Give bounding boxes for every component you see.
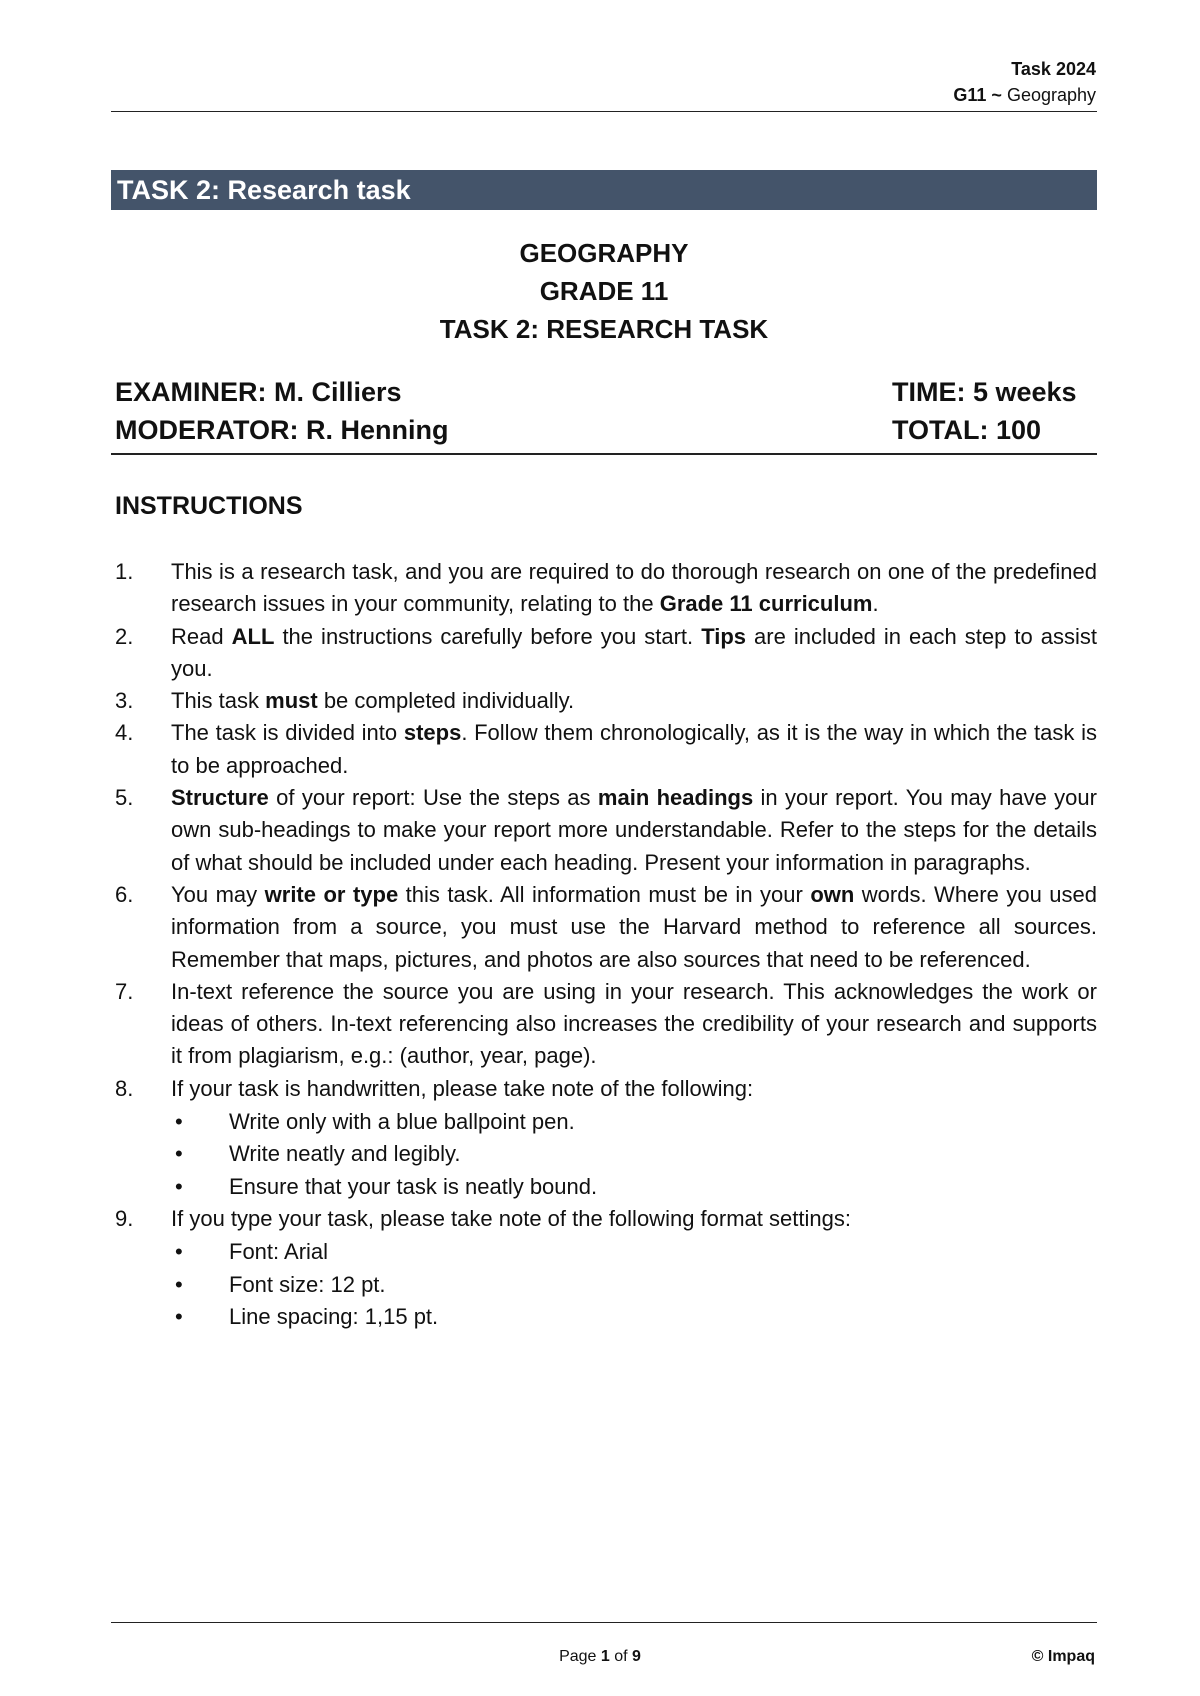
instruction-text-run: . bbox=[872, 591, 879, 617]
instruction-emphasis: Structure bbox=[171, 785, 269, 811]
instruction-text bbox=[171, 1206, 851, 1231]
copyright: © Impaq bbox=[1031, 1648, 1095, 1665]
instruction-number: 6. bbox=[115, 881, 134, 907]
header-grade-code: G11 bbox=[953, 85, 987, 105]
instruction-item bbox=[111, 621, 1097, 686]
instruction-emphasis: own bbox=[810, 881, 855, 907]
header-divider bbox=[111, 111, 1097, 112]
instruction-emphasis: steps bbox=[403, 720, 462, 746]
instruction-item bbox=[111, 717, 1097, 782]
instruction-item bbox=[111, 1073, 1097, 1105]
instruction-bullet bbox=[111, 1171, 1097, 1203]
time-label: TIME: 5 weeks bbox=[892, 377, 1077, 407]
meta-divider bbox=[111, 453, 1097, 455]
instruction-text bbox=[171, 979, 1097, 1069]
page-header bbox=[953, 56, 1096, 108]
page-total: 9 bbox=[632, 1648, 641, 1665]
instructions-heading: INSTRUCTIONS bbox=[115, 492, 303, 520]
instruction-text-run: This is a research task, and you are required to do thorough research on one of the predefined research issues in your community, relating to the bbox=[171, 559, 1097, 617]
instruction-text bbox=[171, 882, 1097, 972]
bullet-icon: • bbox=[175, 1109, 183, 1135]
instruction-number: 4. bbox=[115, 720, 134, 746]
header-subject: Geography bbox=[1006, 85, 1096, 105]
task-banner: TASK 2: Research task bbox=[111, 170, 1097, 210]
instruction-text-run: of your report: Use the steps as bbox=[268, 785, 598, 811]
instruction-text-run: If you type your task, please take note of the following format settings: bbox=[171, 1205, 851, 1231]
bullet-icon: • bbox=[175, 1239, 183, 1265]
title-grade: GRADE 11 bbox=[539, 276, 669, 306]
instruction-number: 2. bbox=[115, 623, 134, 649]
instruction-item bbox=[111, 1203, 1097, 1235]
page-number bbox=[0, 1648, 1200, 1666]
header-task-year: Task 2024 bbox=[1011, 59, 1096, 79]
title-subject: GEOGRAPHY bbox=[519, 238, 689, 268]
instruction-text-run: Read bbox=[171, 623, 232, 649]
bullet-text: Write neatly and legibly. bbox=[229, 1141, 461, 1167]
instruction-text-run: words. Where you used information from a source, you must use the Harvard method to reference all sources. Remember that maps, pictures, and photos are also sources that need to be referenced. bbox=[171, 881, 1097, 972]
instruction-text-run: The task is divided into bbox=[171, 720, 404, 746]
instruction-emphasis: write or type bbox=[264, 881, 399, 907]
instruction-text-run: be completed individually. bbox=[317, 688, 575, 714]
examiner-label: EXAMINER: M. Cilliers bbox=[115, 377, 402, 407]
bullet-text: Line spacing: 1,15 pt. bbox=[229, 1303, 439, 1329]
instruction-emphasis: main headings bbox=[597, 785, 754, 811]
instruction-emphasis: ALL bbox=[231, 623, 275, 649]
instruction-item bbox=[111, 782, 1097, 879]
instruction-item bbox=[111, 556, 1097, 621]
bullet-icon: • bbox=[175, 1173, 183, 1199]
instruction-text-run: the instructions carefully before you start. bbox=[274, 623, 702, 649]
bullet-text: Ensure that your task is neatly bound. bbox=[229, 1173, 598, 1199]
instruction-number: 1. bbox=[115, 559, 134, 584]
instruction-bullet bbox=[111, 1269, 1097, 1301]
bullet-text: Write only with a blue ballpoint pen. bbox=[229, 1109, 575, 1135]
instruction-text-run: this task. All information must be in your bbox=[398, 881, 811, 907]
bullet-text: Font: Arial bbox=[229, 1239, 329, 1265]
instruction-text-run: are included in each step to assist you. bbox=[171, 623, 1098, 681]
page-word: Page bbox=[559, 1648, 601, 1665]
page-current: 1 bbox=[600, 1648, 610, 1665]
instruction-text-run: This task bbox=[171, 688, 266, 714]
header-separator: ~ bbox=[986, 85, 1007, 105]
total-label: TOTAL: 100 bbox=[892, 415, 1042, 445]
instruction-bullet bbox=[111, 1106, 1097, 1138]
footer-divider bbox=[111, 1622, 1097, 1623]
bullet-icon: • bbox=[175, 1141, 183, 1167]
title-task: TASK 2: RESEARCH TASK bbox=[439, 314, 769, 344]
instruction-text bbox=[171, 1076, 753, 1101]
bullet-text: Font size: 12 pt. bbox=[229, 1271, 386, 1297]
instruction-text bbox=[171, 559, 1097, 616]
instruction-text-run: In-text reference the source you are using in your research. This acknowledges the work or ideas of others. In-text referencing also increases the credibility of your research and supports it from plagiarism, e.g.: (author, year, page). bbox=[171, 978, 1097, 1069]
instruction-bullet bbox=[111, 1138, 1097, 1170]
instruction-item bbox=[111, 879, 1097, 976]
instruction-number: 5. bbox=[115, 785, 134, 811]
instruction-item bbox=[111, 976, 1097, 1073]
instruction-emphasis: Tips bbox=[701, 623, 747, 649]
instruction-bullet bbox=[111, 1236, 1097, 1268]
instruction-number: 3. bbox=[115, 688, 134, 714]
exam-meta bbox=[111, 373, 1097, 449]
document-titles bbox=[111, 234, 1097, 348]
instruction-text-run: in your report. You may have your own sub-headings to make your report more understandable. Refer to the steps for the details of what should be included under each heading. Present your information in paragraphs. bbox=[171, 785, 1097, 875]
instruction-text-run: If your task is handwritten, please take note of the following: bbox=[171, 1075, 754, 1101]
instruction-text bbox=[171, 624, 1097, 681]
moderator-label: MODERATOR: R. Henning bbox=[115, 415, 449, 445]
instruction-number: 9. bbox=[115, 1205, 134, 1231]
instructions-list bbox=[111, 556, 1097, 1333]
instruction-bullet bbox=[111, 1301, 1097, 1333]
page-of: of bbox=[609, 1648, 633, 1665]
instruction-text-run: . Follow them chronologically, as it is the way in which the task is to be approached. bbox=[171, 720, 1097, 778]
instruction-text bbox=[171, 688, 574, 713]
bullet-icon: • bbox=[175, 1271, 183, 1297]
bullet-icon: • bbox=[175, 1303, 183, 1329]
instruction-text bbox=[171, 720, 1097, 777]
instruction-number: 8. bbox=[115, 1075, 134, 1101]
instruction-emphasis: must bbox=[265, 688, 318, 714]
instruction-item bbox=[111, 685, 1097, 717]
instruction-text-run: You may bbox=[171, 881, 265, 907]
instruction-text bbox=[171, 785, 1097, 875]
instruction-number: 7. bbox=[115, 978, 134, 1004]
instruction-emphasis: Grade 11 curriculum bbox=[659, 591, 873, 617]
